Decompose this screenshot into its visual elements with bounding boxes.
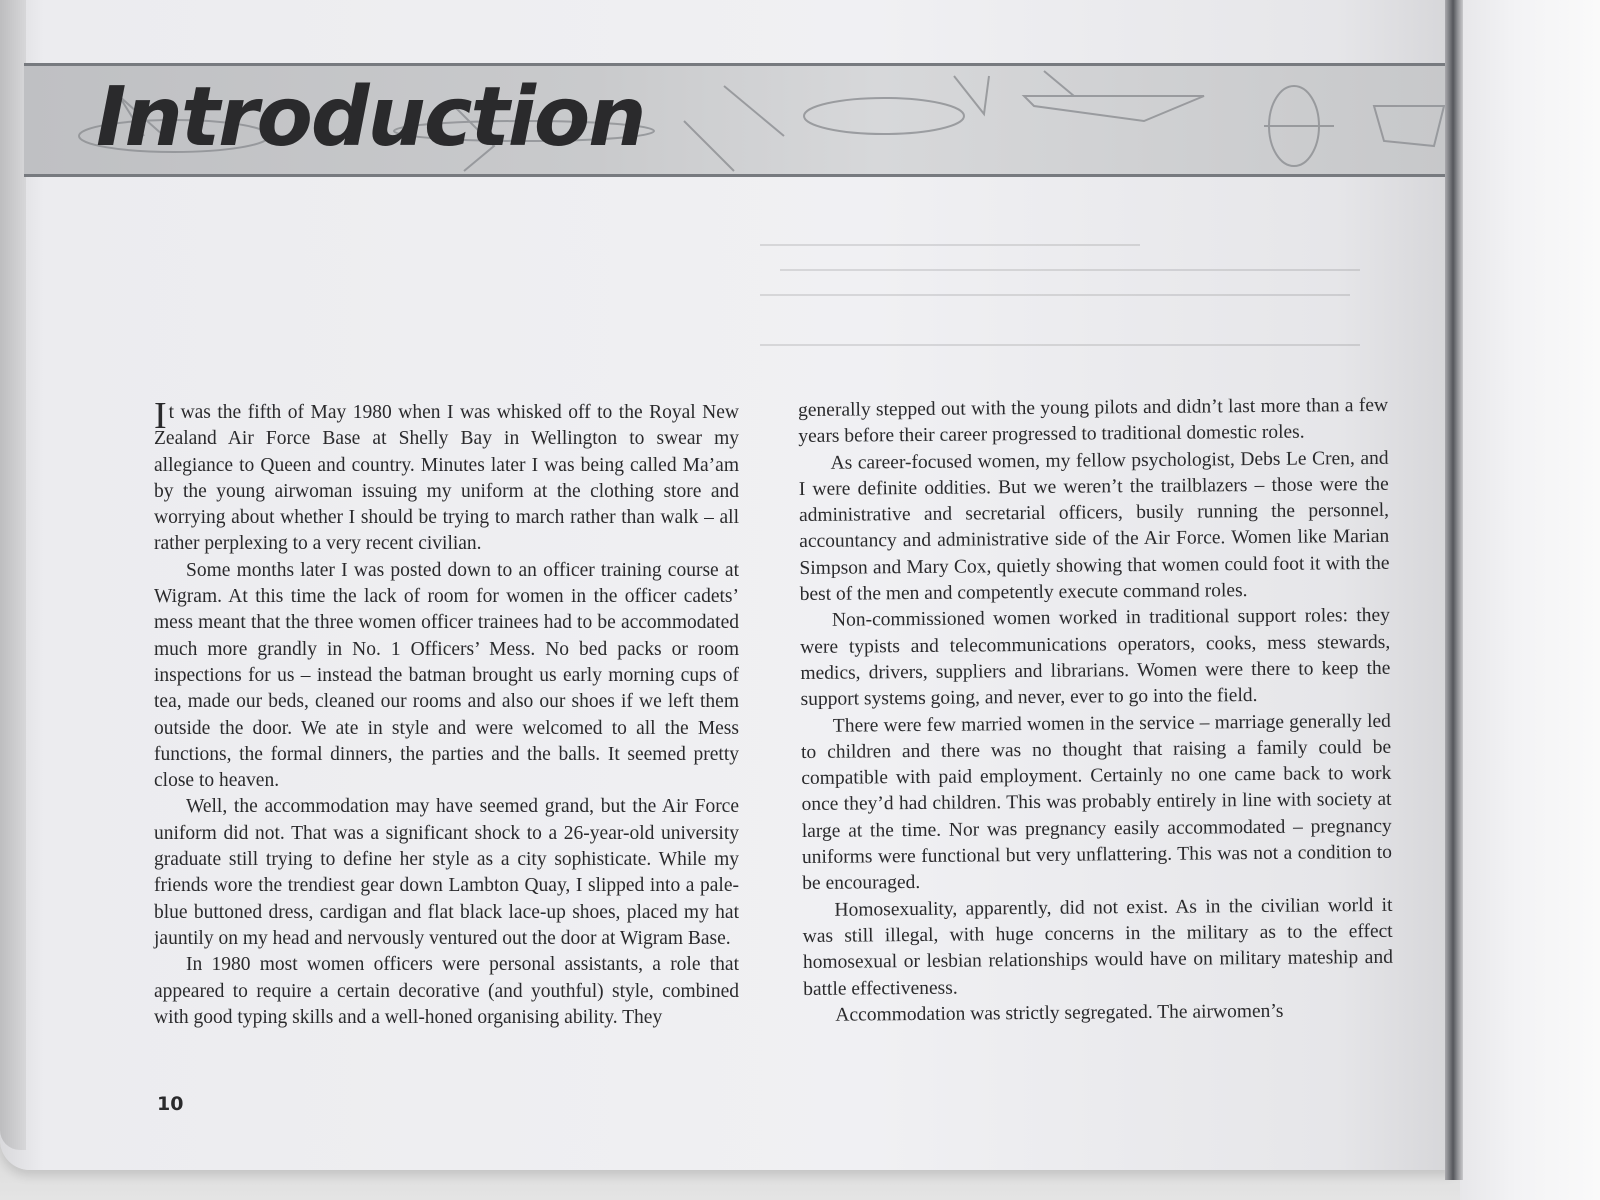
paragraph-text: t was the fifth of May 1980 when I was whisked off to the Royal New Zealand Air Force Base at Shelly Bay in Wellington to swear my allegiance to Queen and country. Minutes later I was being called Ma’am by the young airwoman issuing my uniform at the clothing store and worrying about whether I should be trying to march rather than walk – all rather perplexing to a very recent civilian. <box>154 402 739 555</box>
page-edge <box>0 0 26 1150</box>
paragraph: As career-focused women, my fellow psychologist, Debs Le Cren, and I were definite oddities. But we weren’t the trailblazers – those were the administrative and secretarial officers, busily running the personnel, accountancy and administrative side of the Air Force. Women like Marian Simpson and Mary Cox, quietly showing that women could foot it with the best of the men and competently execute command roles. <box>798 447 1390 606</box>
show-through-text <box>760 235 1380 365</box>
paragraph: Well, the accommodation may have seemed grand, but the Air Force uniform did not. That was a significant shock to a 26-year-old university graduate still trying to define her style as a city sophisticate. While my friends wore the trendiest gear down Lambton Quay, I slipped into a pale-blue buttoned dress, cardigan and flat black lace-up shoes, placed my hat jauntily on my head and nervously ventured out the door at Wigram Base. <box>154 796 739 949</box>
drop-cap: I <box>154 395 167 437</box>
paragraph: Some months later I was posted down to an officer training course at Wigram. At this time the lack of room for women in the officer cadets’ mess meant that the three women officer trainees had to be accommodated much more grandly in No. 1 Officers’ Mess. No bed packs or room inspections for us – instead the batman brought us early morning cups of tea, made our beds, cleaned our rooms and also our shoes if we left them outside the door. We ate in style and were welcomed to all the Mess functions, the formal dinners, the parties and the balls. It seemed pretty close to heaven. <box>154 559 739 792</box>
paragraph: Non-commissioned women worked in traditional support roles: they were typists and telecommunications operators, cooks, mess stewards, medics, drivers, suppliers and librarians. Women were there to keep the support systems going, and never, ever to go into the field. <box>800 605 1391 711</box>
paragraph: Accommodation was strictly segregated. The airwomen’s <box>835 1000 1284 1026</box>
page-number: 10 <box>157 1093 184 1115</box>
chapter-title: Introduction <box>96 70 645 165</box>
book-spine <box>1445 0 1463 1180</box>
chapter-banner <box>24 63 1448 177</box>
paragraph <box>154 395 739 558</box>
paragraph: In 1980 most women officers were personal assistants, a role that appeared to require a certain decorative (and youthful) style, combined with good typing skills and a well-honed organising ability. They <box>154 954 739 1028</box>
text-column-right <box>798 393 1393 1029</box>
paragraph: generally stepped out with the young pilots and didn’t last more than a few years before their career progressed to traditional domestic roles. <box>798 394 1389 448</box>
paragraph: Homosexuality, apparently, did not exist. As in the civilian world it was still illegal, with huge concerns in the military as to the effect homosexual or lesbian relationships would have on military mateship and battle effectiveness. <box>802 894 1393 1000</box>
right-page <box>1460 0 1600 1200</box>
paragraph: There were few married women in the service – marriage generally led to children and there was no thought that raising a family could be compatible with paid employment. Certainly no one came back to work once they’d had children. This was probably entirely in line with society at large at the time. Nor was pregnancy easily accommodated – pregnancy uniforms were functional but very unflattering. This was not a condition to be encouraged. <box>801 710 1393 895</box>
text-column-left <box>154 395 739 1031</box>
